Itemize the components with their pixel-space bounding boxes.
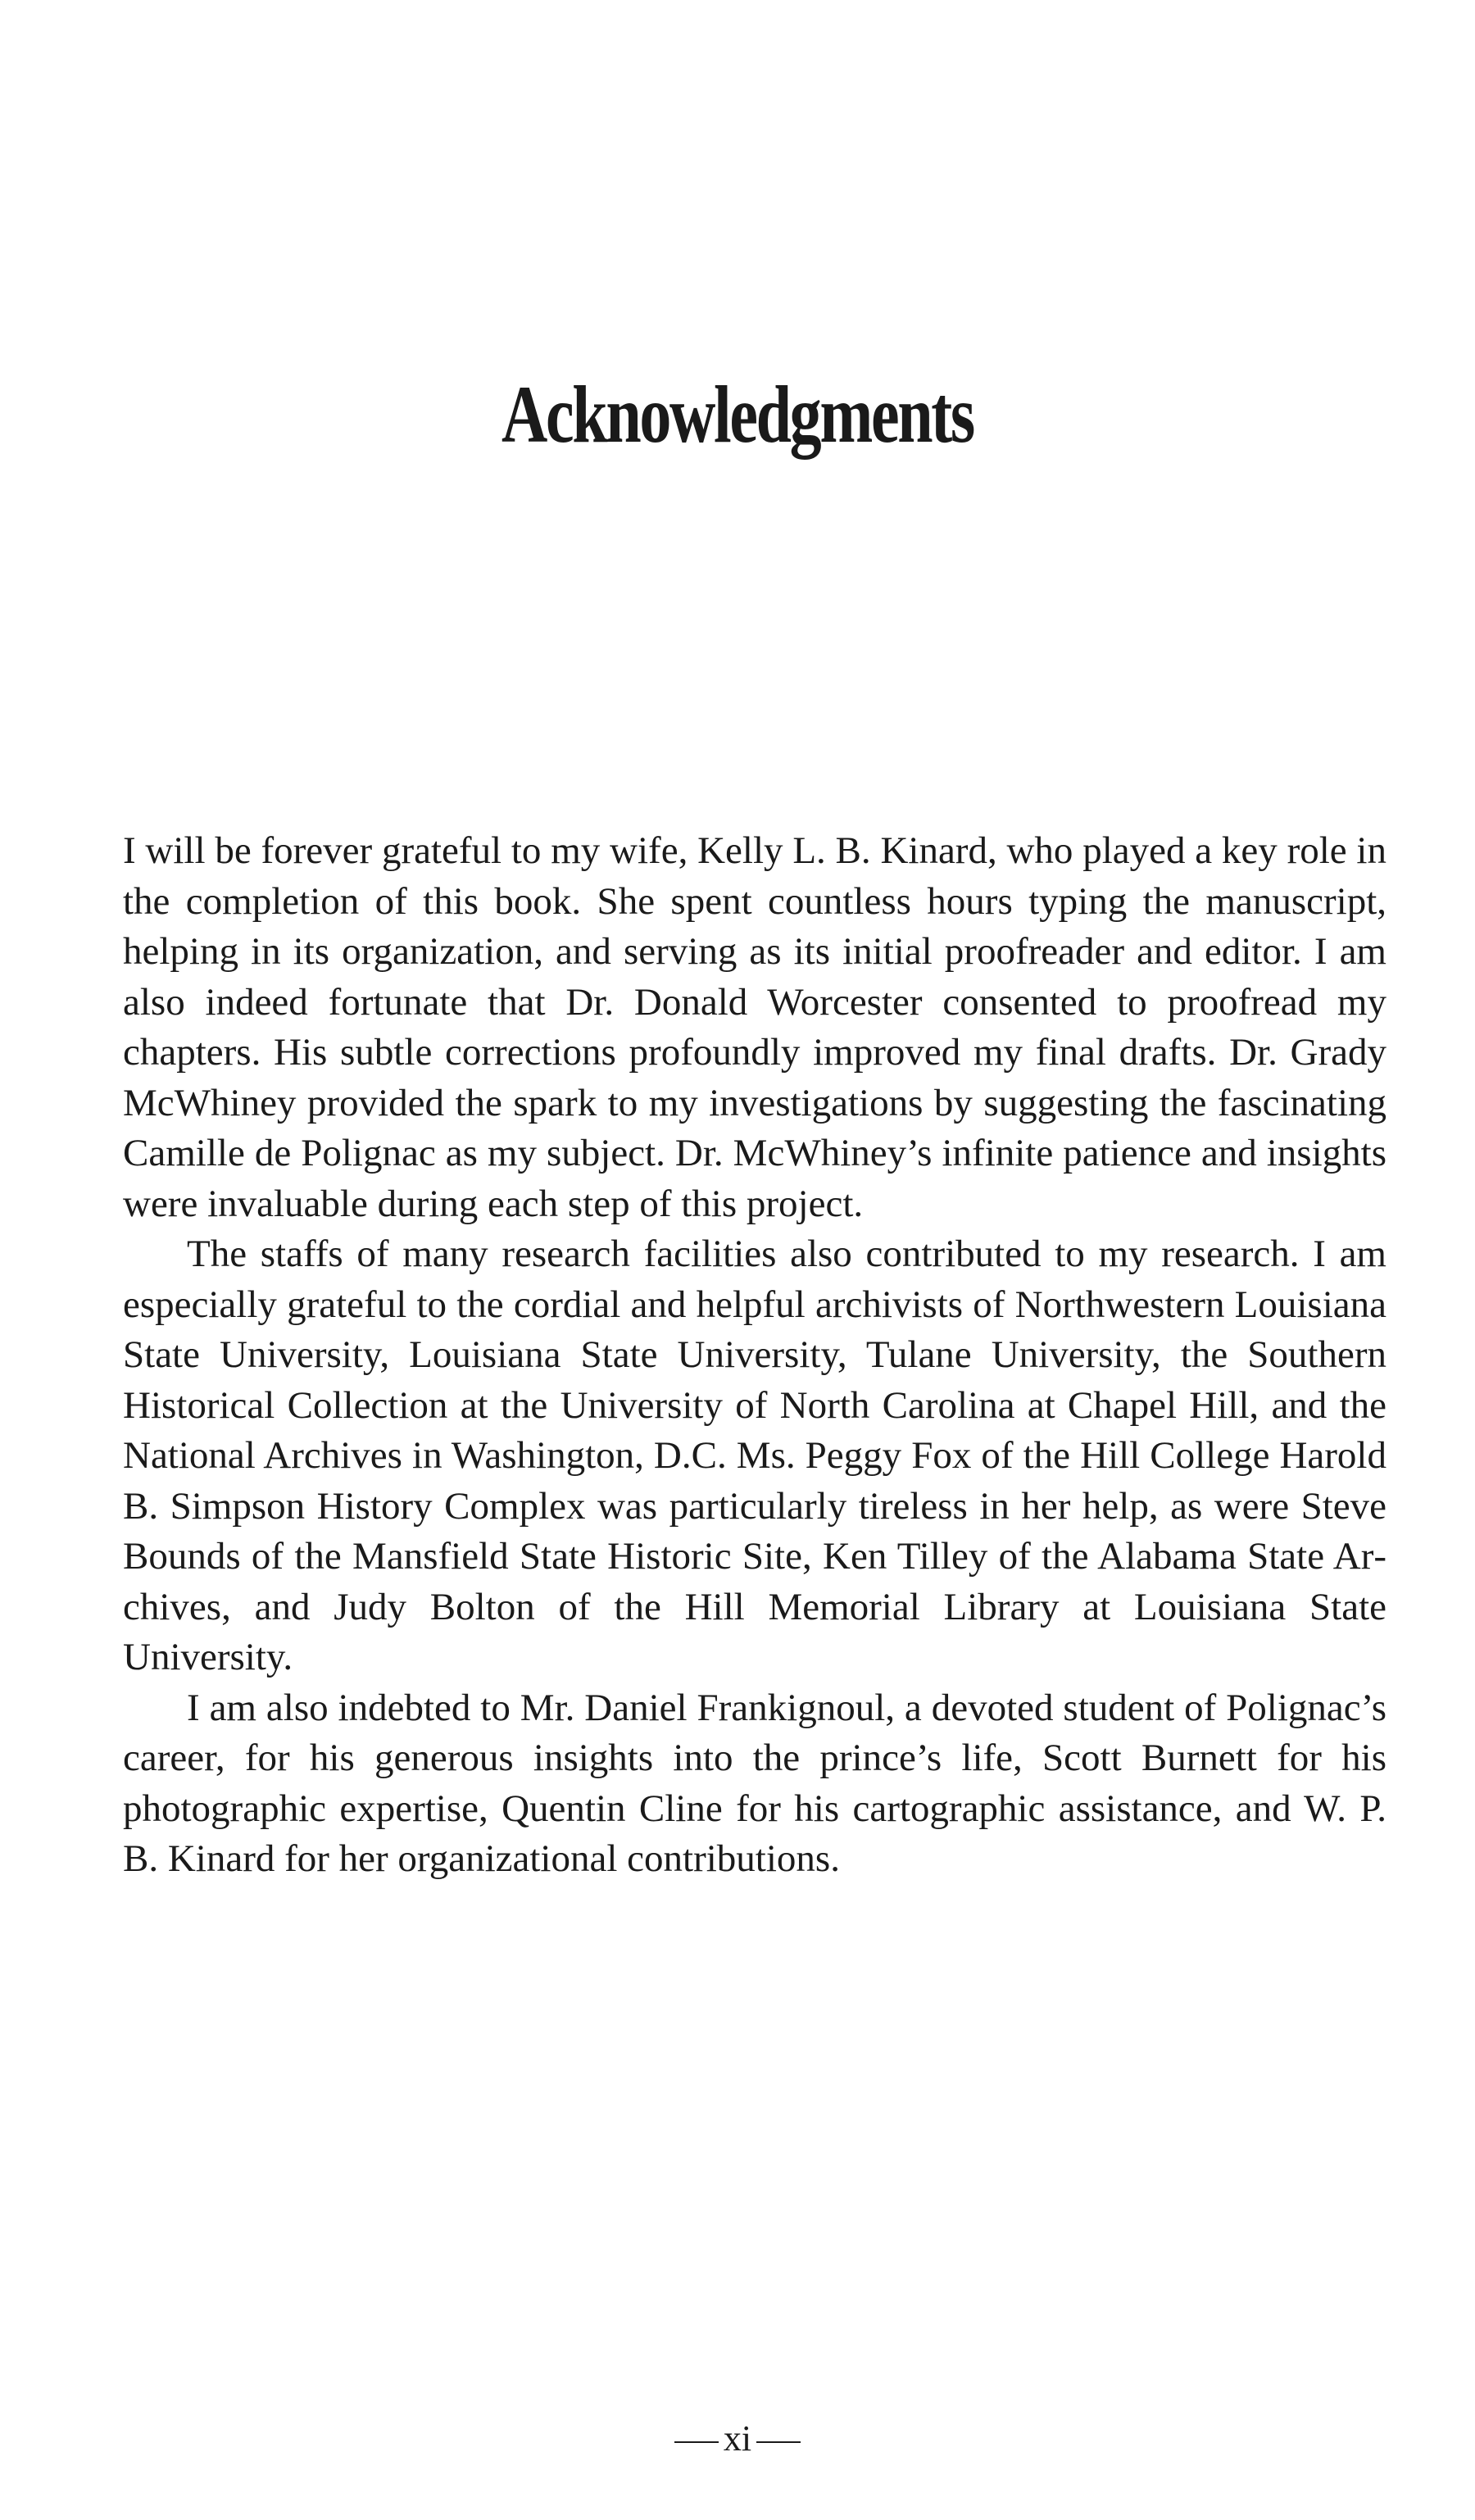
left-dash <box>674 2441 719 2443</box>
right-dash <box>756 2441 801 2443</box>
paragraph-3: I am also indebted to Mr. Daniel Frankignoul, a devoted student of Polignac’s career, for his generous insights into the prince’s life, Scott Burnett for his photographic expertise, Quentin Cline for his cartographic assistance, and W. P. B. Kinard for her organizational contributions. <box>123 1686 1386 1880</box>
paragraph-1: I will be forever grateful to my wife, Kelly L. B. Kinard, who played a key role in the completion of this book. She spent countless hours typing the manuscript, helping in its organization, and serving as its initial proofreader and editor. I am also indeed fortunate that Dr. Donald Worcester consented to proofread my chapters. His subtle corrections profoundly improved my final drafts. Dr. Grady McWhiney provided the spark to my investigations by suggesting the fascinating Camille de Polignac as my subject. Dr. McWhiney’s infinite patience and insights were invaluable during each step of this project. <box>123 829 1386 1225</box>
page-number-label: xi <box>723 2418 752 2459</box>
paragraph-2: The staffs of many research facilities also contributed to my research. I am especially grateful to the cordial and helpful archivists of Northwestern Louisiana State University, Louisiana State University, Tulane University, the Southern Historical Collection at the University of North Carolina at Chapel Hill, and the National Archives in Washington, D.C. Ms. Peggy Fox of the Hill College Harold B. Simpson History Complex was particularly tireless in her help, as were Steve Bounds of the Mansfield State Historic Site, Ken Tilley of the Alabama State Archives, and Judy Bolton of the Hill Memorial Library at Louisiana State University. <box>123 1233 1386 1678</box>
page-title: Acknowledgments <box>502 369 974 460</box>
page-number <box>0 2416 1475 2462</box>
body-text <box>123 826 1386 1885</box>
